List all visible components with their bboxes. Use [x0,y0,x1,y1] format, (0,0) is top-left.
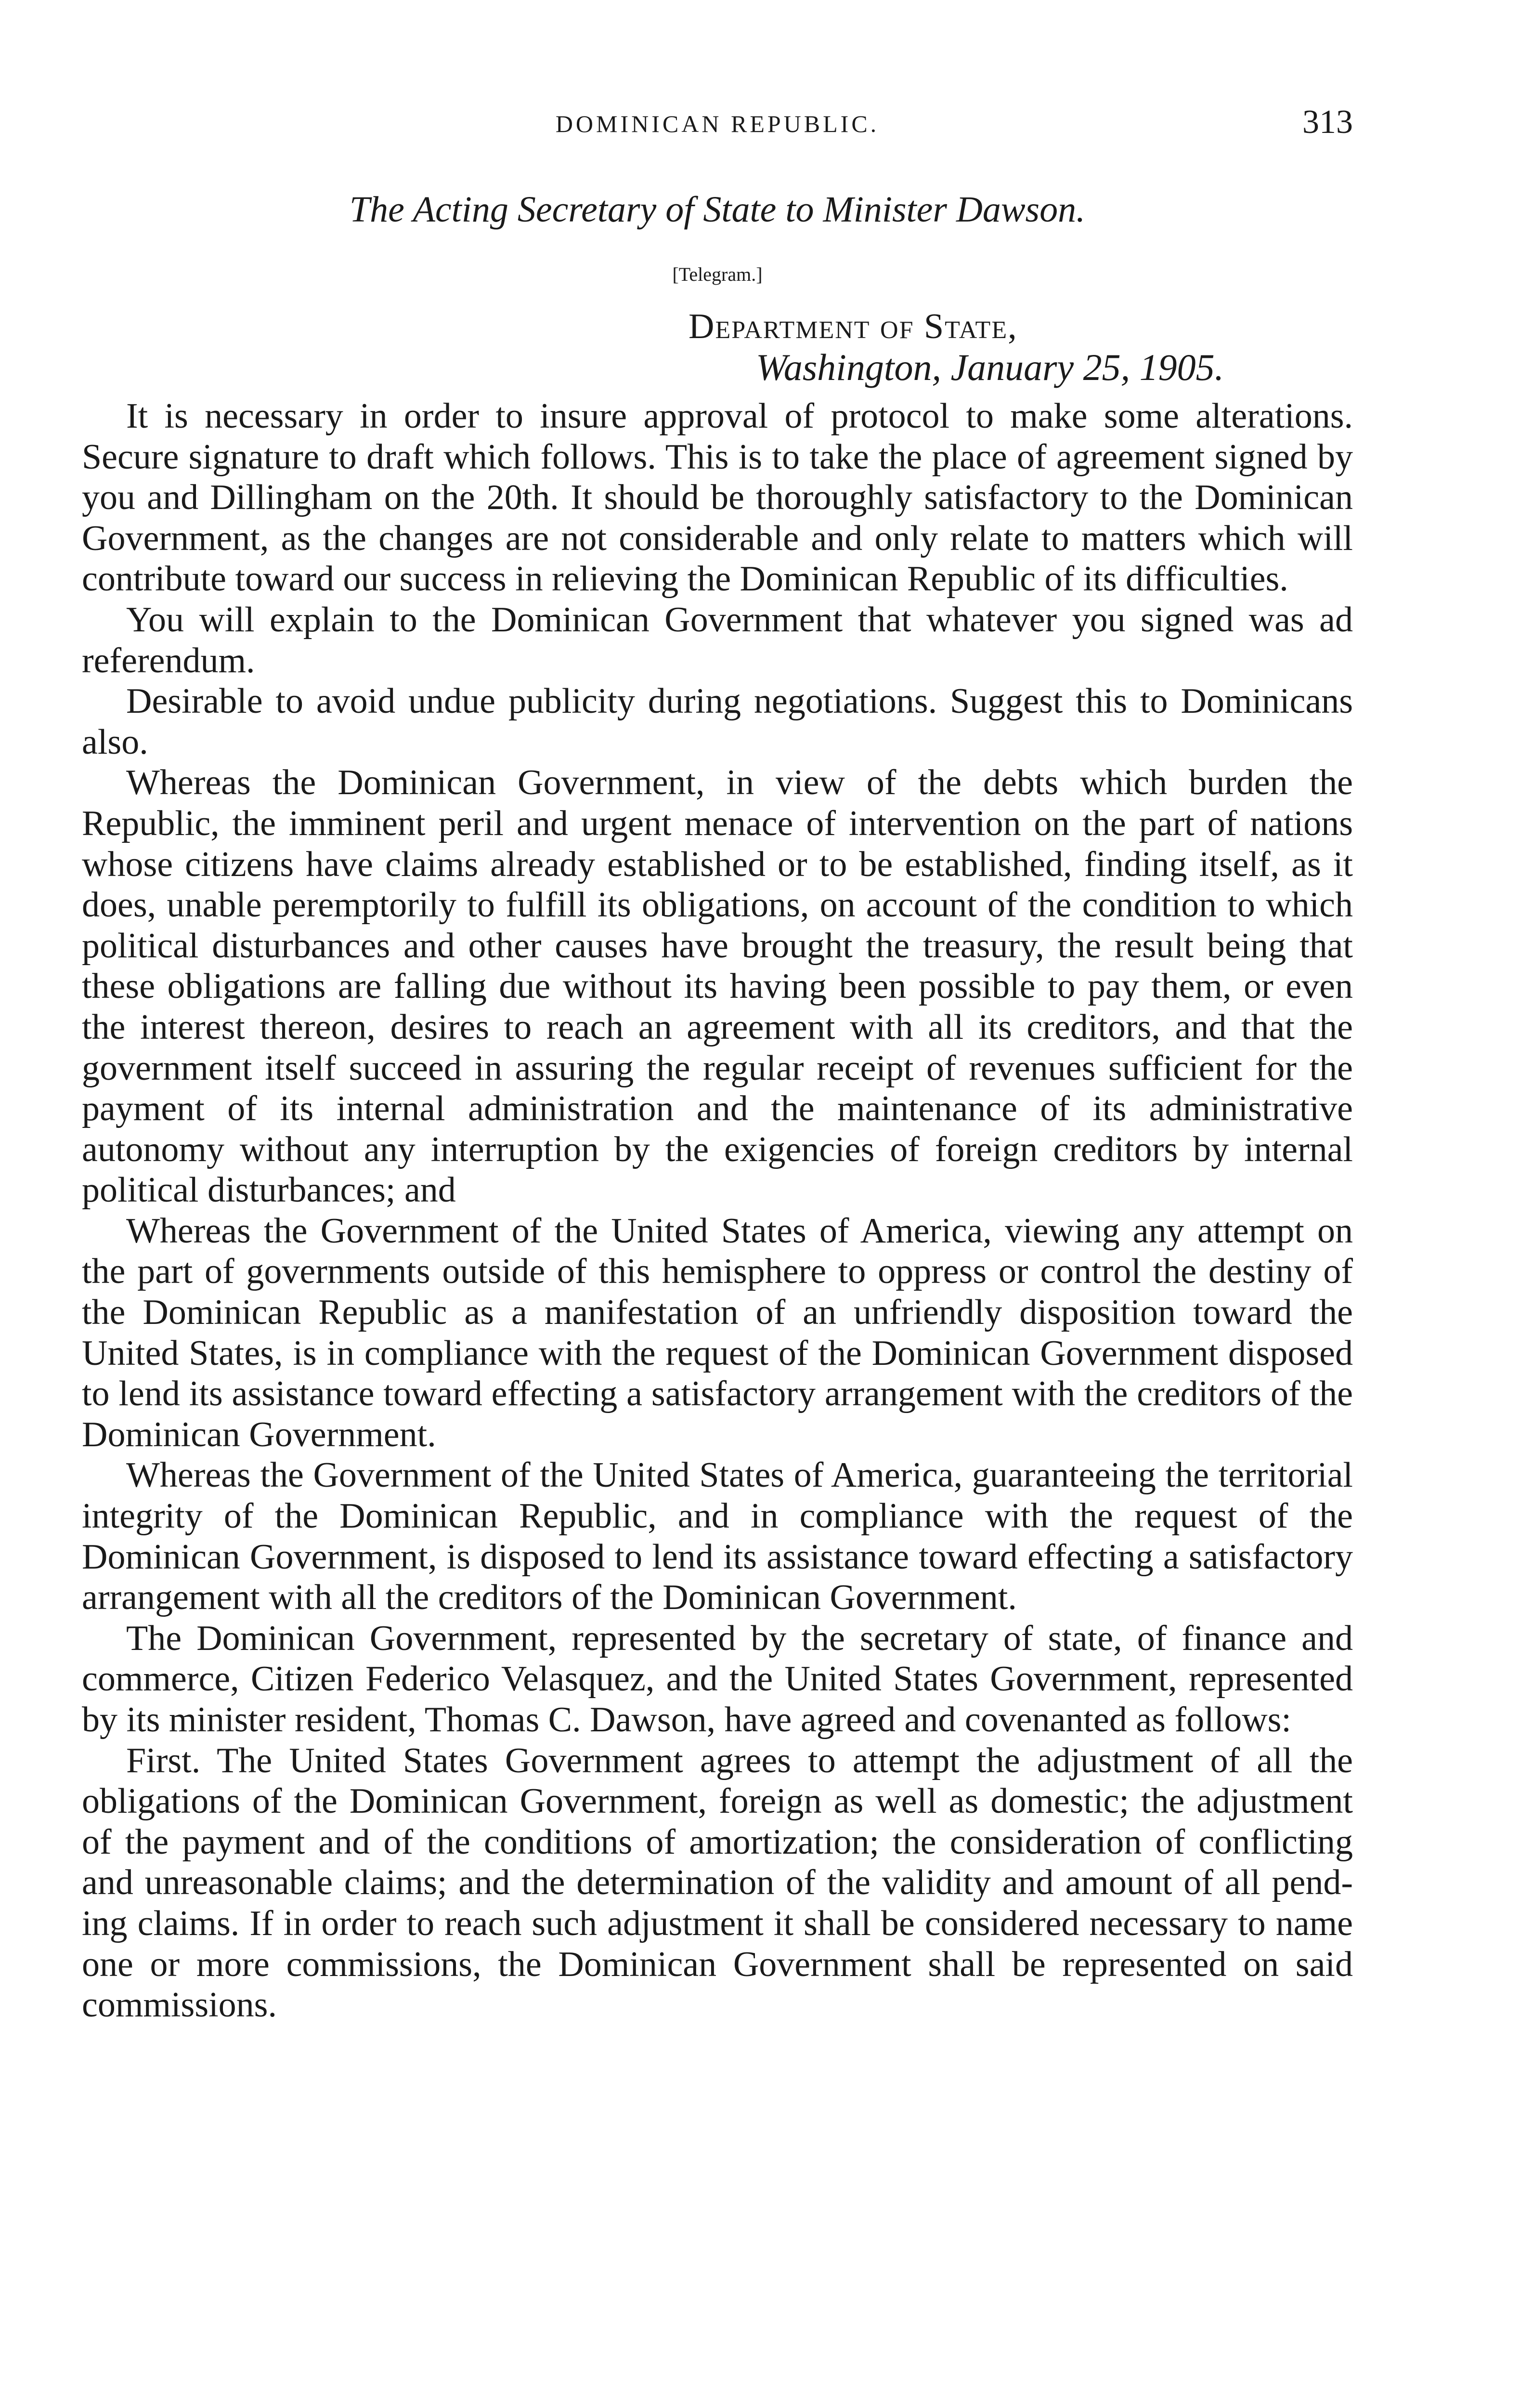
paragraph-protocol-alterations: It is necessary in order to insure approval of protocol to make some alterations. Secure signature to draft which follows. This is to take the place of agreement signed by you and Dillingham on the 20th. It should be thoroughly satisfactory to the Dominican Government, as the changes are not considerable and only relate to matters which will contribute toward our success in relieving the Dominican Republic of its difficulties. [82,396,1353,599]
place-date: Washington, January 25, 1905. [756,346,1224,388]
paragraph-whereas-debts: Whereas the Dominican Government, in view of the debts which burden the Republic, the imminent peril and urgent menace of intervention on the part of nations whose citizens have claims already established or to be established, finding itself, as it does, unable peremptorily to fulfill its obligations, on account of the condition to which political disturbances and other causes have brought the treasury, the result being that these obligations are falling due without its having been possible to pay them, or even the interest thereon, desires to reach an agreement with all its creditors, and that the government itself succeed in assuring the regular receipt of revenues sufficient for the payment of its internal administration and the maintenance of its administrative autonomy without any interruption by the exigencies of foreign creditors by internal political disturbances; and [82,763,1353,1210]
running-title: DOMINICAN REPUBLIC. [555,110,880,137]
telegram-note: [Telegram.] [672,263,763,285]
paragraph-article-first: First. The United States Government agrees to attempt the adjustment of all the obligations of the Dominican Government, foreign as well as domestic; the adjustment of the payment and of the conditions of amortization; the consideration of conflicting and unreasonable claims; and the determination of the validity and amount of all pending claims. If in order to reach such adjustment it shall be considered necessary to name one or more commissions, the Dominican Government shall be represented on said commissions. [82,1741,1353,2025]
body-text [82,396,1353,2026]
paragraph-ad-referendum: You will explain to the Dominican Government that whatever you signed was ad referendum. [82,600,1353,681]
paragraph-publicity: Desirable to avoid undue publicity during negotiations. Suggest this to Dominicans also. [82,681,1353,762]
paragraph-parties: The Dominican Government, represented by the secretary of state, of finance and commerce, Citizen Federico Velasquez, and the United States Government, represented by its minister resident, Thomas C. Dawson, have agreed and covenanted as follows: [82,1618,1353,1740]
paragraph-whereas-hemisphere: Whereas the Government of the United States of America, viewing any attempt on the part of governments outside of this hemisphere to oppress or control the destiny of the Dominican Republic as a manifestation of an unfriendly disposition toward the United States, is in compliance with the request of the Dominican Government disposed to lend its assistance toward effecting a satisfactory arrangement with the creditors of the Dominican Government. [82,1211,1353,1454]
sender-heading: Department of State, [689,307,1018,346]
paragraph-whereas-territorial: Whereas the Government of the United States of America, guaranteeing the territorial integrity of the Dominican Republic, and in compliance with the request of the Dominican Government, is disposed to lend its assistance toward effecting a satisfactory arrangement with all the creditors of the Dominican Government. [82,1455,1353,1618]
running-head [82,104,1353,148]
page-number: 313 [1302,104,1353,141]
document-title: The Acting Secretary of State to Minister Dawson. [349,189,1086,230]
